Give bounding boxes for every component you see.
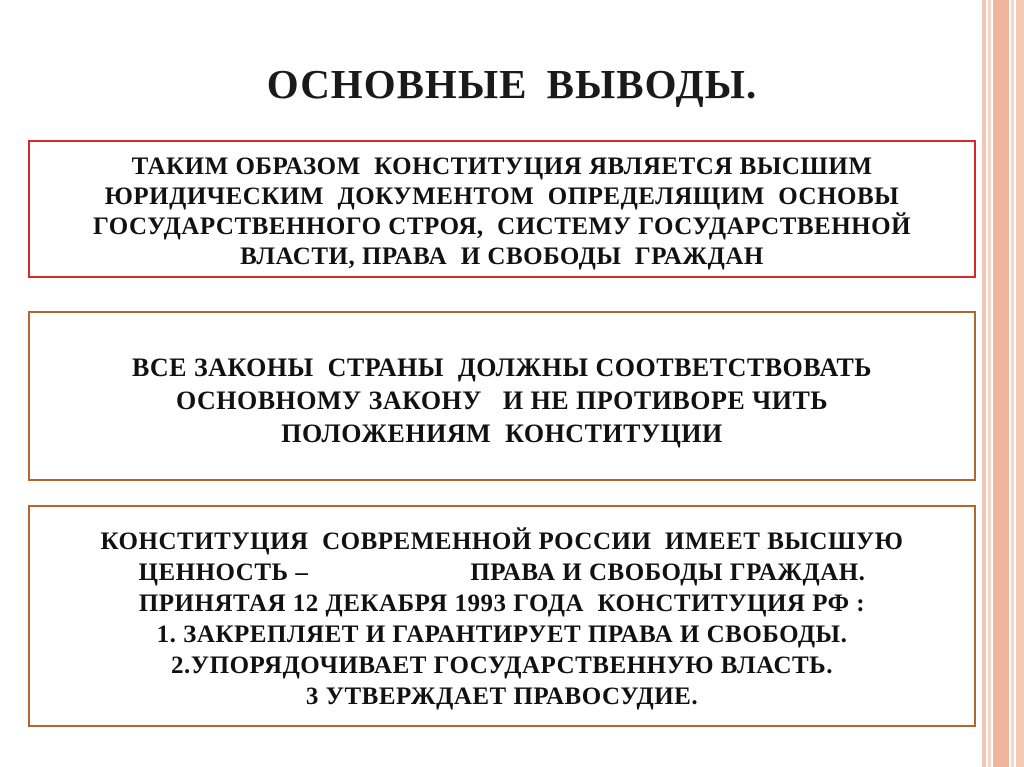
stripe <box>988 0 991 767</box>
stripe <box>1011 0 1014 767</box>
text-line: ПРИНЯТАЯ 12 ДЕКАБРЯ 1993 ГОДА КОНСТИТУЦИЯ РФ : <box>138 590 866 617</box>
text-line: ОСНОВНОМУ ЗАКОНУ И НЕ ПРОТИВОРЕ ЧИТЬ <box>175 386 829 415</box>
stripe <box>993 0 1009 767</box>
conclusion-box-constitution-values <box>28 505 976 727</box>
conclusion-box-laws-compliance <box>28 311 976 481</box>
text-line: 2.УПОРЯДОЧИВАЕТ ГОСУДАРСТВЕННУЮ ВЛАСТЬ. <box>171 652 833 679</box>
text-line: ЮРИДИЧЕСКИМ ДОКУМЕНТОМ ОПРЕДЕЛЯЩИМ ОСНОВЫ <box>104 183 900 210</box>
text-line: 3 УТВЕРЖДАЕТ ПРАВОСУДИЕ. <box>305 683 699 710</box>
stripe <box>982 0 986 767</box>
conclusion-box-constitution-definition <box>28 140 976 278</box>
text-line: ЦЕННОСТЬ – ПРАВА И СВОБОДЫ ГРАЖДАН. <box>138 559 866 586</box>
text-line: КОНСТИТУЦИЯ СОВРЕМЕННОЙ РОССИИ ИМЕЕТ ВЫСШУЮ <box>100 528 904 555</box>
text-line: ТАКИМ ОБРАЗОМ КОНСТИТУЦИЯ ЯВЛЯЕТСЯ ВЫСШИМ <box>131 153 873 180</box>
text-line: ГОСУДАРСТВЕННОГО СТРОЯ, СИСТЕМУ ГОСУДАРСТВЕННОЙ <box>92 213 912 240</box>
text-line: ПОЛОЖЕНИЯМ КОНСТИТУЦИИ <box>281 419 723 448</box>
text-line: ВЛАСТИ, ПРАВА И СВОБОДЫ ГРАЖДАН <box>240 243 764 270</box>
text-line: ВСЕ ЗАКОНЫ СТРАНЫ ДОЛЖНЫ СООТВЕТСТВОВАТЬ <box>132 353 872 382</box>
text-line: 1. ЗАКРЕПЛЯЕТ И ГАРАНТИРУЕТ ПРАВА И СВОБОДЫ. <box>156 621 848 648</box>
slide-title: ОСНОВНЫЕ ВЫВОДЫ. <box>266 61 758 107</box>
decorative-side-stripes <box>982 0 1024 767</box>
stripe <box>1016 0 1024 767</box>
